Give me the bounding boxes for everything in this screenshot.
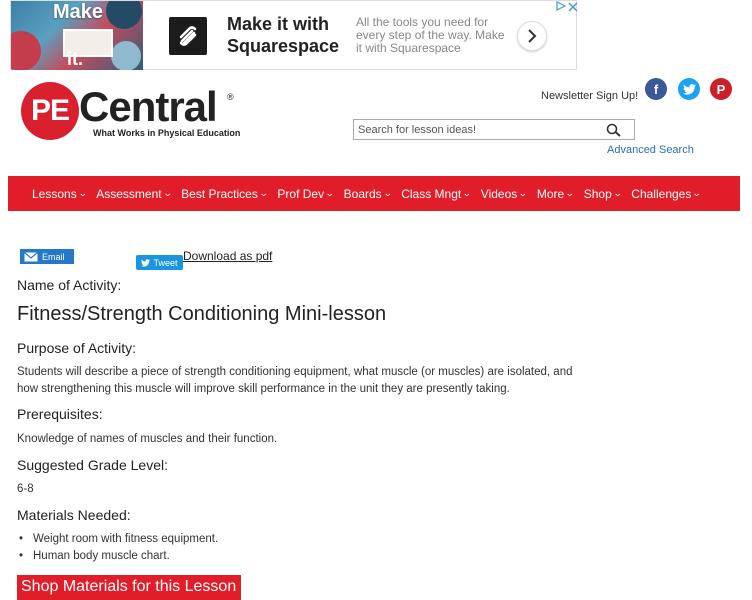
prerequisites-text: Knowledge of names of muscles and their function.: [17, 433, 278, 445]
ad-title[interactable]: Make it with Squarespace: [227, 14, 340, 56]
ad-choices-icon[interactable]: [556, 1, 566, 14]
logo-wordmark: Central: [79, 83, 217, 130]
pinterest-icon[interactable]: P: [710, 78, 732, 100]
ad-description: All the tools you need for every step of the way. Make it with Squarespace: [356, 15, 505, 55]
list-item: • Weight room with fitness equipment.: [17, 531, 218, 548]
nav-item-label: Class Mngt: [401, 186, 462, 201]
grade-level-label: Suggested Grade Level:: [17, 457, 168, 473]
nav-item-prof-dev[interactable]: [277, 187, 333, 201]
tweet-button[interactable]: [136, 255, 183, 270]
logo-tagline: What Works in Physical Education: [93, 128, 241, 138]
nav-item-label: Best Practices: [181, 186, 258, 201]
search-icon[interactable]: [604, 121, 624, 138]
nav-item-class-mngt[interactable]: [401, 187, 471, 201]
search-input[interactable]: [354, 120, 599, 139]
nav-item-lessons[interactable]: [32, 187, 86, 201]
nav-item-challenges[interactable]: [631, 187, 701, 201]
advanced-search-link[interactable]: Advanced Search: [607, 144, 694, 156]
chevron-down-icon: ⌄: [565, 188, 575, 198]
chevron-down-icon: ⌄: [382, 188, 393, 198]
site-logo[interactable]: [21, 82, 241, 142]
ad-image-shape: [11, 31, 41, 70]
ad-image-text: Make: [53, 1, 104, 23]
nav-item-label: Assessment: [96, 186, 162, 201]
nav-item-boards[interactable]: [344, 187, 392, 201]
chevron-down-icon: ⌄: [462, 188, 472, 198]
logo-registered-mark: ®: [227, 92, 234, 102]
envelope-icon: [24, 252, 38, 262]
chevron-down-icon: ⌄: [518, 188, 528, 198]
nav-item-label: Shop: [583, 186, 612, 201]
ad-banner[interactable]: [10, 0, 577, 70]
twitter-icon[interactable]: [678, 78, 700, 100]
chevron-down-icon: ⌄: [692, 188, 703, 198]
twitter-bird-icon: [141, 259, 150, 267]
nav-item-best-practices[interactable]: [181, 187, 267, 201]
nav-item-assessment[interactable]: [96, 187, 171, 201]
lesson-title: Fitness/Strength Conditioning Mini-lesson: [17, 303, 387, 325]
download-pdf-link[interactable]: Download as pdf: [183, 249, 273, 263]
nav-item-label: Challenges: [631, 186, 692, 201]
prerequisites-label: Prerequisites:: [17, 406, 103, 422]
email-share-button[interactable]: [20, 249, 74, 264]
materials-list: [17, 531, 218, 565]
chevron-down-icon: ⌄: [162, 188, 173, 198]
shop-materials-button[interactable]: Shop Materials for this Lesson: [17, 575, 241, 600]
ad-image-text: it.: [67, 49, 83, 69]
nav-item-label: Prof Dev: [277, 186, 325, 201]
ad-image-shape: [106, 1, 142, 29]
nav-item-shop[interactable]: [584, 187, 622, 201]
search-box: [353, 119, 635, 140]
close-icon[interactable]: [568, 0, 578, 15]
nav-item-videos[interactable]: [481, 187, 527, 201]
materials-label: Materials Needed:: [17, 507, 131, 523]
nav-item-label: More: [536, 186, 565, 201]
list-item: • Human body muscle chart.: [17, 548, 218, 565]
nav-item-more[interactable]: [537, 187, 574, 201]
chevron-down-icon: ⌄: [258, 188, 269, 198]
nav-item-label: Lessons: [32, 186, 77, 201]
nav-item-label: Videos: [480, 186, 518, 201]
grade-level-text: 6-8: [17, 483, 34, 495]
facebook-icon[interactable]: f: [645, 78, 667, 100]
ad-image[interactable]: [11, 1, 143, 70]
tweet-label: Tweet: [153, 257, 178, 268]
main-nav: [8, 176, 740, 211]
chevron-down-icon: ⌄: [612, 188, 623, 198]
chevron-right-icon[interactable]: [517, 21, 547, 51]
email-share-label: Email: [42, 251, 65, 262]
newsletter-link[interactable]: Newsletter Sign Up!: [541, 90, 639, 102]
purpose-label: Purpose of Activity:: [17, 340, 137, 356]
logo-pe-badge: PE: [21, 82, 79, 140]
ad-image-shape: [111, 41, 141, 70]
purpose-text: Students will describe a piece of strength conditioning equipment, what muscle (or muscles) are isolated, and how strengthening this muscle will improve skill performance in the unit they are presently taking.: [17, 366, 573, 395]
chevron-down-icon: ⌄: [324, 188, 335, 198]
nav-item-label: Boards: [343, 186, 382, 201]
chevron-down-icon: ⌄: [77, 188, 88, 198]
squarespace-logo-icon: [169, 17, 207, 55]
name-of-activity-label: Name of Activity:: [17, 277, 122, 293]
